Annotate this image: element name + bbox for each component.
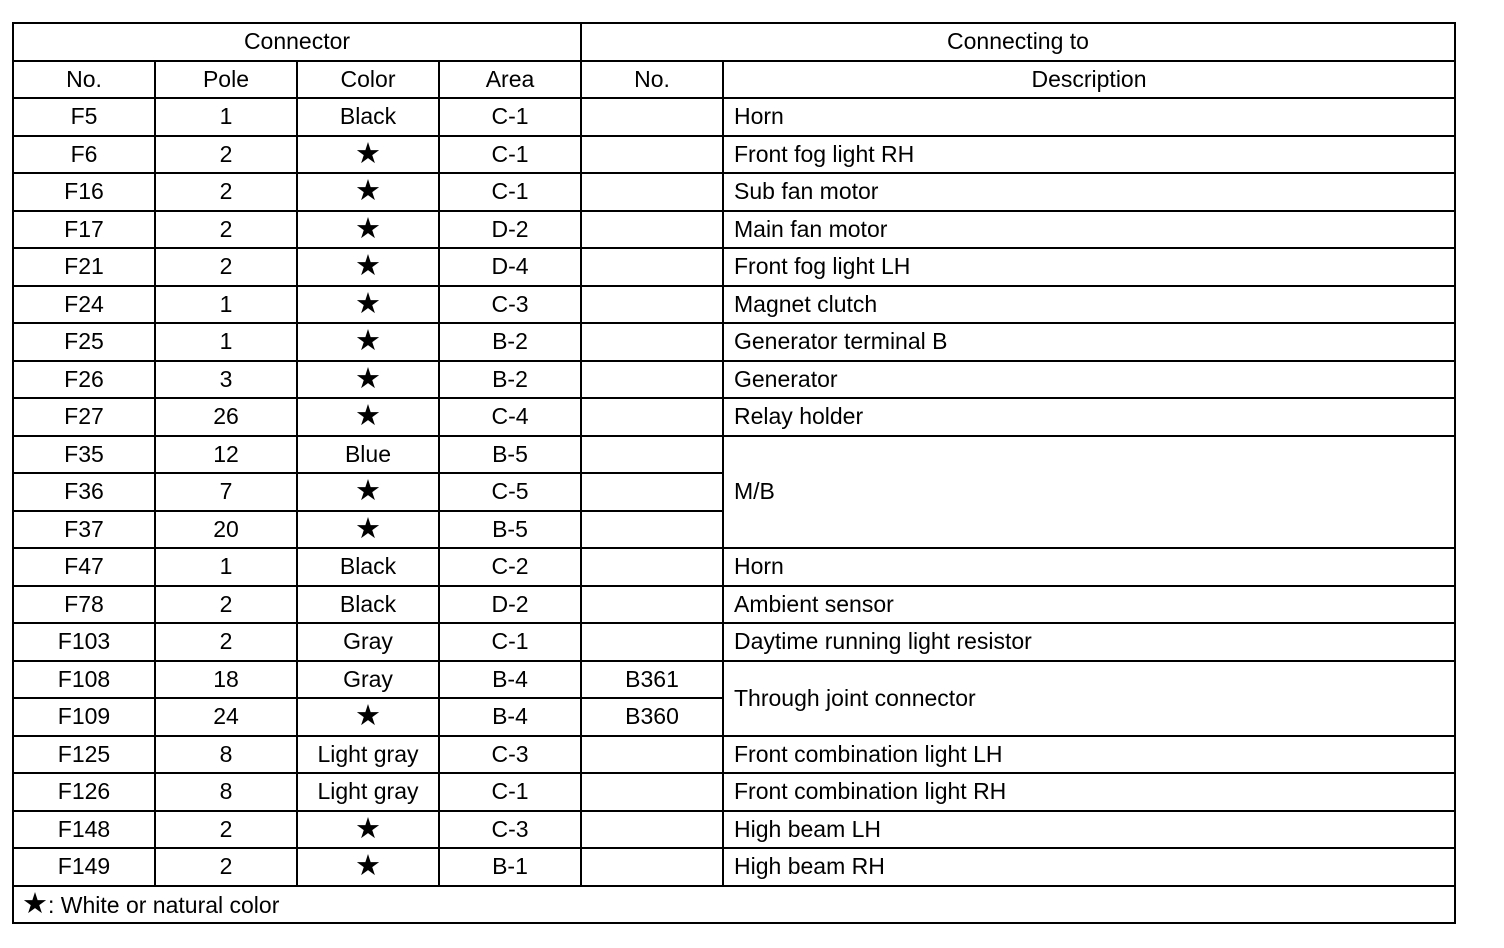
cell-area: D-2: [439, 586, 581, 624]
connecting-to-group-header: Connecting to: [581, 23, 1455, 61]
cell-no: F17: [13, 211, 155, 249]
cell-no: F6: [13, 136, 155, 174]
table-body: [13, 98, 1455, 886]
cell-pole: 18: [155, 661, 297, 699]
cell-to-no: [581, 586, 723, 624]
cell-description: Main fan motor: [723, 211, 1455, 249]
table-row: [13, 248, 1455, 286]
cell-color: Black: [297, 586, 439, 624]
col-header-color: Color: [297, 61, 439, 99]
cell-no: F35: [13, 436, 155, 474]
star-icon: ★: [22, 887, 48, 920]
table-row: [13, 773, 1455, 811]
table-row: [13, 136, 1455, 174]
legend-text: : White or natural color: [48, 891, 280, 918]
table-row: [13, 361, 1455, 399]
cell-description: Generator terminal B: [723, 323, 1455, 361]
col-header-description: Description: [723, 61, 1455, 99]
cell-to-no: [581, 398, 723, 436]
cell-to-no: [581, 173, 723, 211]
cell-description: Horn: [723, 548, 1455, 586]
cell-to-no: [581, 136, 723, 174]
cell-pole: 2: [155, 586, 297, 624]
table-row: [13, 736, 1455, 774]
cell-pole: 2: [155, 136, 297, 174]
cell-description: Front combination light LH: [723, 736, 1455, 774]
cell-area: D-4: [439, 248, 581, 286]
cell-to-no: B360: [581, 698, 723, 736]
cell-no: F26: [13, 361, 155, 399]
cell-area: C-3: [439, 736, 581, 774]
connector-table: [12, 22, 1456, 924]
cell-pole: 1: [155, 323, 297, 361]
cell-to-no: [581, 248, 723, 286]
cell-to-no: B361: [581, 661, 723, 699]
cell-area: B-1: [439, 848, 581, 886]
cell-pole: 2: [155, 811, 297, 849]
column-header-row: [13, 61, 1455, 99]
cell-to-no: [581, 98, 723, 136]
cell-description: Front fog light LH: [723, 248, 1455, 286]
cell-no: F24: [13, 286, 155, 324]
table-row: [13, 211, 1455, 249]
table-row: [13, 623, 1455, 661]
cell-to-no: [581, 361, 723, 399]
cell-pole: 1: [155, 98, 297, 136]
cell-pole: 1: [155, 286, 297, 324]
table-row: [13, 436, 1455, 474]
cell-no: F149: [13, 848, 155, 886]
table-row: [13, 98, 1455, 136]
col-header-no: No.: [13, 61, 155, 99]
cell-color: Blue: [297, 436, 439, 474]
cell-description: Front combination light RH: [723, 773, 1455, 811]
cell-area: C-3: [439, 286, 581, 324]
table-row: [13, 811, 1455, 849]
cell-to-no: [581, 323, 723, 361]
cell-no: F16: [13, 173, 155, 211]
col-header-area: Area: [439, 61, 581, 99]
cell-pole: 2: [155, 248, 297, 286]
cell-description: Horn: [723, 98, 1455, 136]
cell-no: F25: [13, 323, 155, 361]
cell-no: F21: [13, 248, 155, 286]
legend-cell: [13, 886, 1455, 924]
cell-color-star-icon: ★: [297, 248, 439, 286]
cell-color-star-icon: ★: [297, 698, 439, 736]
cell-description: Front fog light RH: [723, 136, 1455, 174]
cell-pole: 8: [155, 773, 297, 811]
legend-row: [13, 886, 1455, 924]
cell-no: F148: [13, 811, 155, 849]
cell-pole: 2: [155, 848, 297, 886]
cell-no: F125: [13, 736, 155, 774]
cell-description: Sub fan motor: [723, 173, 1455, 211]
cell-pole: 2: [155, 211, 297, 249]
cell-color-star-icon: ★: [297, 286, 439, 324]
cell-no: F27: [13, 398, 155, 436]
cell-color-star-icon: ★: [297, 211, 439, 249]
cell-color-star-icon: ★: [297, 398, 439, 436]
cell-pole: 12: [155, 436, 297, 474]
cell-to-no: [581, 548, 723, 586]
cell-to-no: [581, 211, 723, 249]
cell-area: C-1: [439, 773, 581, 811]
cell-area: B-2: [439, 361, 581, 399]
cell-color-star-icon: ★: [297, 848, 439, 886]
cell-no: F109: [13, 698, 155, 736]
cell-color-star-icon: ★: [297, 173, 439, 211]
cell-description: High beam LH: [723, 811, 1455, 849]
cell-area: B-4: [439, 661, 581, 699]
cell-description: M/B: [723, 436, 1455, 549]
cell-area: B-5: [439, 436, 581, 474]
cell-color: Gray: [297, 623, 439, 661]
cell-area: C-1: [439, 136, 581, 174]
table-row: [13, 323, 1455, 361]
cell-area: B-4: [439, 698, 581, 736]
cell-color-star-icon: ★: [297, 473, 439, 511]
cell-pole: 7: [155, 473, 297, 511]
connector-group-header: Connector: [13, 23, 581, 61]
cell-color: Black: [297, 548, 439, 586]
cell-no: F47: [13, 548, 155, 586]
cell-area: C-4: [439, 398, 581, 436]
cell-area: C-5: [439, 473, 581, 511]
cell-area: C-3: [439, 811, 581, 849]
cell-no: F103: [13, 623, 155, 661]
cell-color-star-icon: ★: [297, 136, 439, 174]
cell-pole: 2: [155, 623, 297, 661]
cell-description: Ambient sensor: [723, 586, 1455, 624]
cell-area: B-2: [439, 323, 581, 361]
table-row: [13, 586, 1455, 624]
table-row: [13, 548, 1455, 586]
cell-pole: 1: [155, 548, 297, 586]
cell-description: Generator: [723, 361, 1455, 399]
cell-description: Relay holder: [723, 398, 1455, 436]
table-row: [13, 173, 1455, 211]
cell-description: Magnet clutch: [723, 286, 1455, 324]
cell-to-no: [581, 473, 723, 511]
cell-to-no: [581, 286, 723, 324]
table-row: [13, 661, 1455, 699]
cell-area: B-5: [439, 511, 581, 549]
cell-no: F126: [13, 773, 155, 811]
cell-description: Through joint connector: [723, 661, 1455, 736]
cell-to-no: [581, 623, 723, 661]
cell-color-star-icon: ★: [297, 361, 439, 399]
cell-no: F37: [13, 511, 155, 549]
cell-pole: 20: [155, 511, 297, 549]
cell-area: D-2: [439, 211, 581, 249]
cell-pole: 3: [155, 361, 297, 399]
cell-pole: 2: [155, 173, 297, 211]
cell-to-no: [581, 736, 723, 774]
cell-color: Light gray: [297, 773, 439, 811]
cell-color: Gray: [297, 661, 439, 699]
table-row: [13, 286, 1455, 324]
table-row: [13, 398, 1455, 436]
cell-no: F108: [13, 661, 155, 699]
cell-area: C-1: [439, 173, 581, 211]
col-header-to-no: No.: [581, 61, 723, 99]
cell-to-no: [581, 436, 723, 474]
cell-color: Black: [297, 98, 439, 136]
cell-color-star-icon: ★: [297, 811, 439, 849]
cell-area: C-1: [439, 623, 581, 661]
group-header-row: [13, 23, 1455, 61]
cell-color: Light gray: [297, 736, 439, 774]
cell-description: Daytime running light resistor: [723, 623, 1455, 661]
cell-area: C-1: [439, 98, 581, 136]
cell-no: F5: [13, 98, 155, 136]
cell-color-star-icon: ★: [297, 511, 439, 549]
cell-color-star-icon: ★: [297, 323, 439, 361]
cell-pole: 8: [155, 736, 297, 774]
cell-no: F36: [13, 473, 155, 511]
table-row: [13, 848, 1455, 886]
cell-pole: 26: [155, 398, 297, 436]
cell-to-no: [581, 511, 723, 549]
cell-to-no: [581, 811, 723, 849]
cell-description: High beam RH: [723, 848, 1455, 886]
cell-area: C-2: [439, 548, 581, 586]
col-header-pole: Pole: [155, 61, 297, 99]
cell-pole: 24: [155, 698, 297, 736]
cell-no: F78: [13, 586, 155, 624]
cell-to-no: [581, 773, 723, 811]
cell-to-no: [581, 848, 723, 886]
